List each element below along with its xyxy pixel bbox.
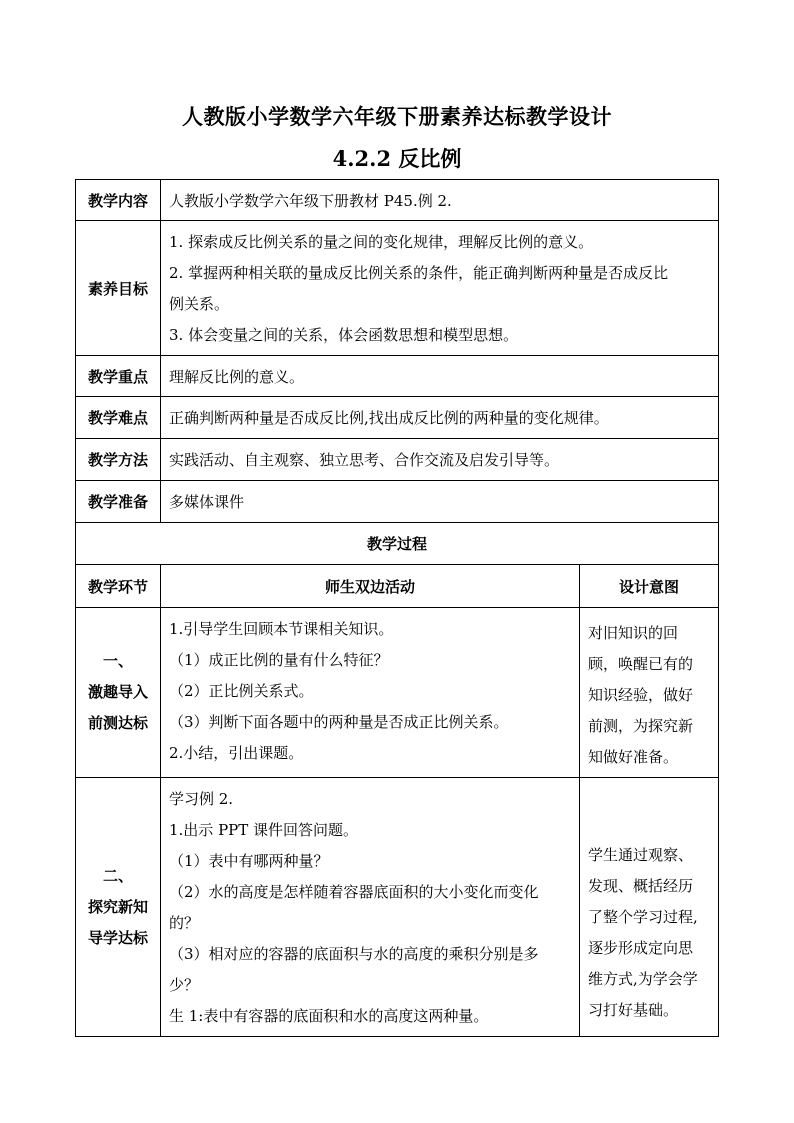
- stage-name-line: 导学达标: [87, 928, 148, 947]
- activity-line: （1）成正比例的量有什么特征？: [169, 651, 389, 669]
- intent-line: 习打好基础。: [588, 1001, 679, 1019]
- stage-number: 一、: [102, 652, 133, 670]
- stage-name: [76, 778, 161, 1037]
- stage-number: 二、: [102, 866, 133, 885]
- intent-line: 维方式,为学会学: [588, 970, 698, 988]
- intent-line: 前测，为探究新: [588, 717, 694, 735]
- stage-activities: [161, 608, 580, 778]
- intent-line: 了整个学习过程,: [588, 908, 698, 926]
- stage-name-line: 探究新知: [87, 897, 148, 916]
- activity-line: （3）相对应的容器的底面积与水的高度的乘积分别是多: [169, 945, 539, 963]
- intent-line: 知做好准备。: [588, 748, 679, 766]
- intent-line: 顾，唤醒已有的: [588, 655, 694, 673]
- activity-line: 2.小结，引出课题。: [169, 744, 304, 762]
- intent-line: 发现、概括经历: [588, 877, 694, 895]
- goal-line: 1. 探索成反比例关系的量之间的变化规律，理解反比例的意义。: [169, 233, 594, 251]
- process-stage-row: [76, 778, 719, 1037]
- activity-line: 1.出示 PPT 课件回答问题。: [169, 821, 359, 839]
- goal-line: 3. 体会变量之间的关系，体会函数思想和模型思想。: [169, 326, 519, 344]
- stage-name-line: 前测达标: [87, 714, 148, 732]
- intent-line: 学生通过观察、: [588, 846, 694, 864]
- goal-line: 例关系。: [169, 295, 230, 313]
- process-column-headers: [76, 565, 719, 608]
- label-key-points: 教学重点: [76, 356, 161, 397]
- goal-line: 2. 掌握两种相关联的量成反比例关系的条件，能正确判断两种量是否成反比: [169, 264, 669, 282]
- value-difficulties: 正确判断两种量是否成反比例,找出成反比例的两种量的变化规律。: [161, 397, 719, 439]
- stage-activities: [161, 778, 580, 1037]
- value-methods: 实践活动、自主观察、独立思考、合作交流及启发引导等。: [161, 439, 719, 481]
- label-difficulties: 教学难点: [76, 397, 161, 439]
- intent-line: 对旧知识的回: [588, 624, 679, 642]
- lesson-plan-table: [75, 179, 719, 1037]
- lesson-title: 4.2.2 反比例: [332, 146, 462, 171]
- stage-intent: [580, 778, 719, 1037]
- process-stage-row: [76, 608, 719, 778]
- row-key-points: [76, 356, 719, 397]
- intent-line: 逐步形成定向思: [588, 939, 694, 957]
- stage-name: [76, 608, 161, 778]
- activity-line: （3）判断下面各题中的两种量是否成正比例关系。: [169, 713, 509, 731]
- value-preparation: 多媒体课件: [161, 481, 719, 523]
- row-competency-goals: [76, 221, 719, 356]
- label-competency-goals: 素养目标: [76, 221, 161, 356]
- document-title: 人教版小学数学六年级下册素养达标教学设计: [182, 104, 612, 129]
- stage-intent: [580, 608, 719, 778]
- row-process-heading: [76, 523, 719, 565]
- activity-line: （1）表中有哪两种量？: [169, 852, 329, 870]
- stage-name-line: 激趣导入: [87, 683, 148, 701]
- activity-line: 的？: [169, 914, 200, 932]
- activity-line: 1.引导学生回顾本节课相关知识。: [169, 620, 394, 638]
- activity-line: 少？: [169, 976, 200, 994]
- process-heading: 教学过程: [76, 523, 719, 565]
- intent-line: 知识经验，做好: [588, 686, 694, 704]
- value-key-points: 理解反比例的意义。: [161, 356, 719, 397]
- column-header-activities: 师生双边活动: [161, 565, 580, 608]
- label-teaching-content: 教学内容: [76, 180, 161, 221]
- value-competency-goals: [161, 221, 719, 356]
- label-methods: 教学方法: [76, 439, 161, 481]
- label-preparation: 教学准备: [76, 481, 161, 523]
- row-teaching-content: [76, 180, 719, 221]
- value-teaching-content: 人教版小学数学六年级下册教材 P45.例 2.: [161, 180, 719, 221]
- row-difficulties: [76, 397, 719, 439]
- row-methods: [76, 439, 719, 481]
- column-header-stage: 教学环节: [76, 565, 161, 608]
- column-header-intent: 设计意图: [580, 565, 719, 608]
- activity-line: 生 1:表中有容器的底面积和水的高度这两种量。: [169, 1007, 489, 1025]
- row-preparation: [76, 481, 719, 523]
- activity-line: （2）正比例关系式。: [169, 682, 314, 700]
- activity-line: （2）水的高度是怎样随着容器底面积的大小变化而变化: [169, 883, 539, 901]
- activity-line: 学习例 2.: [169, 790, 234, 808]
